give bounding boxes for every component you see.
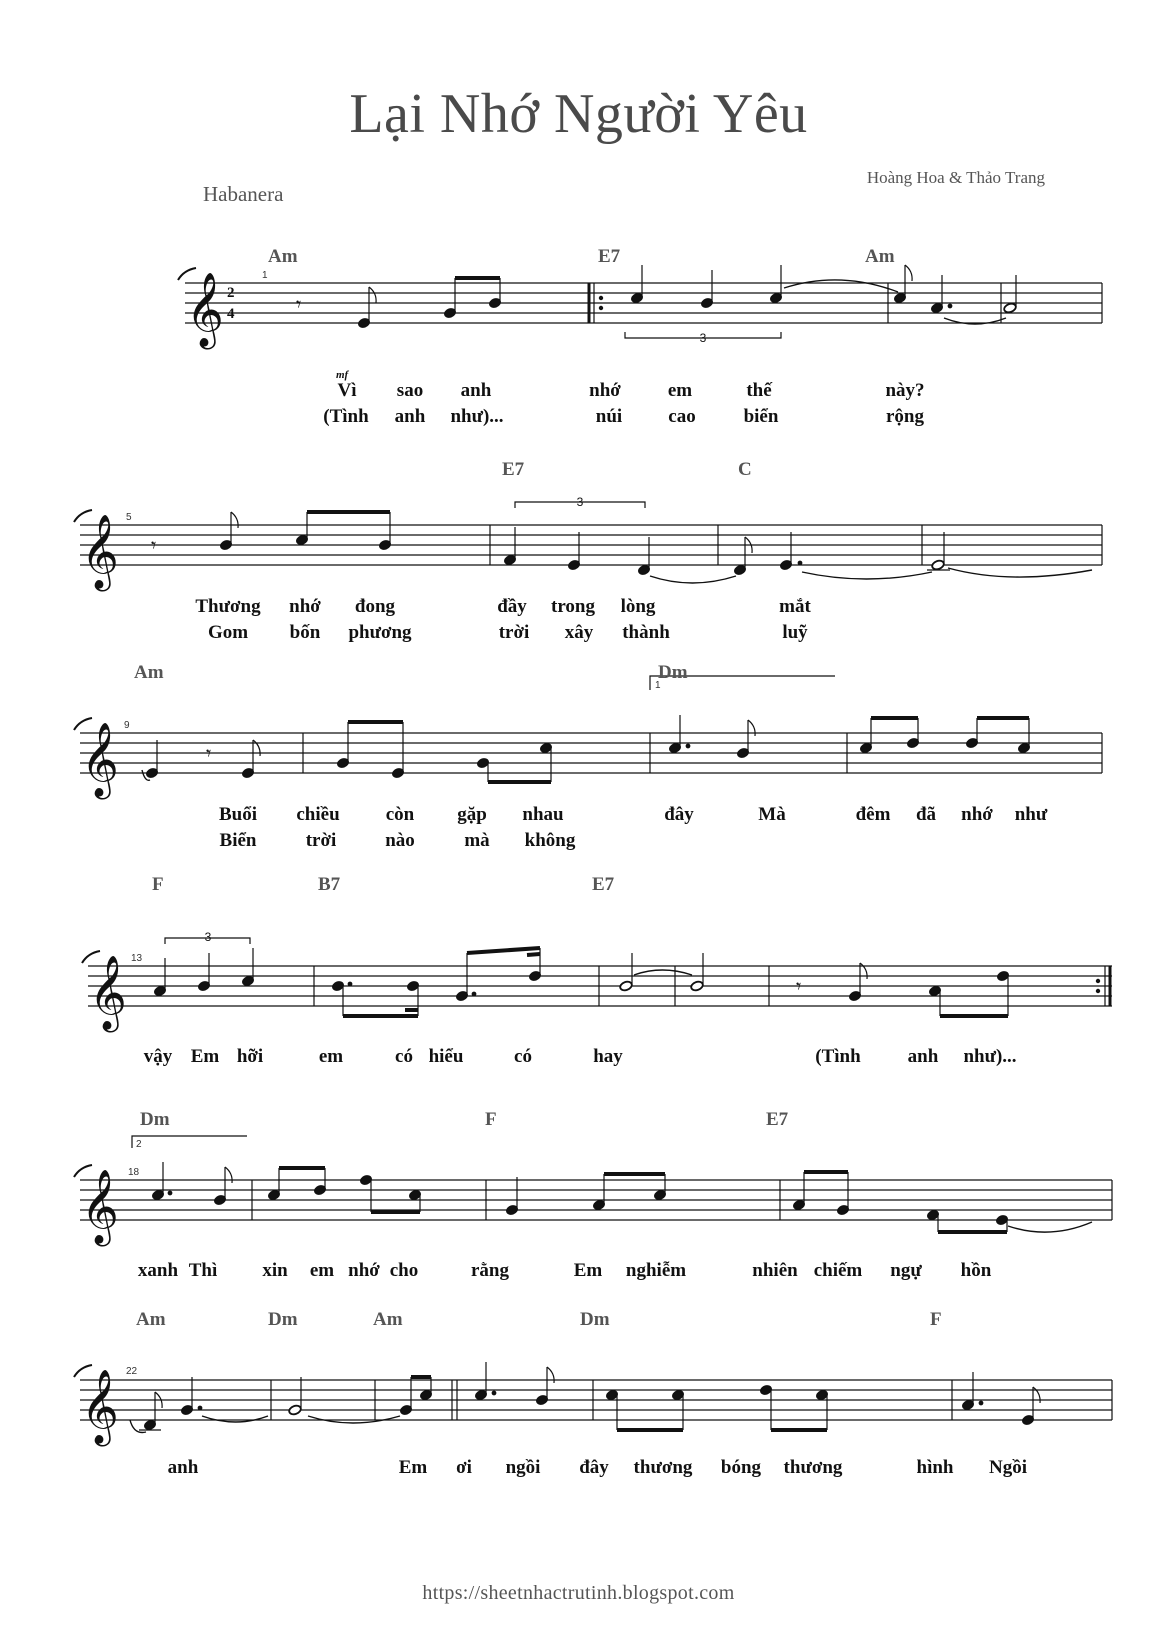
lyrics-verse-1 (168, 1457, 1027, 1478)
chord-symbol: F (930, 1309, 942, 1330)
lyric-syllable: nhiên (752, 1260, 798, 1281)
lyrics-verse-2 (323, 406, 924, 427)
lyric-syllable: hình (916, 1457, 954, 1478)
volta-bracket (132, 1136, 247, 1148)
dynamic-marking: mf (336, 369, 349, 381)
eighth-rest-icon: 𝄾 (796, 974, 802, 998)
staff-system-6 (0, 1300, 1157, 1480)
treble-clef-icon: 𝄞 (186, 273, 224, 347)
lyric-syllable: xanh (137, 1260, 179, 1281)
staff-lines (80, 1180, 1112, 1220)
staff-lines (80, 525, 1102, 565)
lyric-syllable: bóng (720, 1457, 762, 1478)
lyric-syllable: đã (915, 804, 937, 825)
lyrics-verse-2 (220, 830, 576, 851)
lyric-syllable: lòng (620, 596, 656, 617)
lyric-syllable: nào (385, 830, 415, 851)
ties (130, 1416, 400, 1433)
repeat-dot (1096, 979, 1100, 983)
chord-symbol: Dm (140, 1109, 170, 1130)
ties (784, 280, 1006, 324)
lyric-syllable: Mà (758, 804, 786, 825)
chord-symbol: Am (134, 662, 164, 683)
lyric-syllable: anh (167, 1457, 199, 1478)
repeat-dot (599, 306, 603, 310)
lyric-syllable: em (318, 1046, 344, 1067)
treble-clef-icon: 𝄞 (81, 515, 119, 589)
composer-credit: Hoàng Hoa & Thảo Trang (866, 168, 1045, 187)
lyric-syllable: nghiễm (625, 1260, 687, 1281)
measure-number: 9 (124, 720, 130, 731)
lyric-syllable: anh (460, 380, 492, 401)
chord-symbol: Am (373, 1309, 403, 1330)
chord-symbol: Dm (580, 1309, 610, 1330)
volta-number: 1 (655, 680, 661, 691)
ties (634, 970, 692, 975)
chord-symbol: Am (865, 246, 895, 267)
notes (357, 265, 1017, 329)
chord-symbol: Am (136, 1309, 166, 1330)
lyric-syllable: Ngồi (989, 1457, 1027, 1478)
treble-clef-icon: 𝄞 (81, 723, 119, 797)
lyric-syllable: đây (579, 1457, 609, 1478)
lyrics-verse-1 (144, 1046, 1017, 1067)
notes (151, 1162, 1008, 1232)
repeat-dot (599, 296, 603, 300)
staff-system-4 (0, 874, 1157, 1085)
lyric-syllable: vậy (143, 1046, 173, 1067)
lyric-syllable: Em (398, 1457, 428, 1478)
lyric-syllable: cao (668, 406, 696, 427)
lyric-syllable: đây (664, 804, 694, 825)
measure-number: 22 (126, 1366, 138, 1377)
lyric-syllable: nhớ (589, 380, 621, 401)
lyric-syllable: ngự (890, 1260, 922, 1281)
chord-symbol: Am (268, 246, 298, 267)
lyric-syllable: bốn (289, 622, 321, 643)
lyric-syllable: (Tình (323, 406, 369, 427)
chord-symbol: E7 (598, 246, 621, 267)
chord-symbol: F (485, 1109, 497, 1130)
lyric-syllable: nhớ (289, 596, 321, 617)
measure-number: 1 (262, 270, 268, 281)
lyric-syllable: anh (394, 406, 426, 427)
staff-lines (80, 1380, 1112, 1420)
ties (1008, 1222, 1092, 1232)
lyric-syllable: Gom (207, 622, 249, 643)
chord-symbol: F (152, 874, 164, 895)
lyric-syllable: thương (783, 1457, 843, 1478)
lyric-syllable: ơi (456, 1457, 472, 1478)
staff-system-5 (0, 1100, 1157, 1285)
lyric-syllable: thương (633, 1457, 693, 1478)
repeat-dot (1096, 989, 1100, 993)
lyrics-verse-1 (138, 1260, 992, 1281)
lyric-syllable: như)... (963, 1046, 1017, 1067)
time-signature-bottom: 4 (227, 306, 235, 322)
lyric-syllable: Vì (337, 380, 357, 401)
lyric-syllable: gặp (457, 804, 487, 825)
lyric-syllable: xin (262, 1260, 288, 1281)
chord-symbol: Dm (658, 662, 688, 683)
lyric-syllable: như)... (450, 406, 504, 427)
treble-clef-icon: 𝄞 (81, 1170, 119, 1244)
lyric-syllable: có (395, 1046, 413, 1067)
lyric-syllable: trời (305, 830, 337, 851)
treble-clef-icon: 𝄞 (89, 956, 127, 1030)
lyric-syllable: (Tình (815, 1046, 861, 1067)
notes (219, 512, 950, 576)
treble-clef-icon: 𝄞 (81, 1370, 119, 1444)
chord-symbol: B7 (318, 874, 341, 895)
lyric-syllable: Biển (219, 830, 257, 851)
volta-number: 2 (136, 1139, 142, 1150)
tempo-style-marking: Habanera (203, 182, 284, 206)
lyric-syllable: trời (498, 622, 530, 643)
lyrics-verse-1 (219, 804, 1048, 825)
lyric-syllable: Em (190, 1046, 220, 1067)
lyric-syllable: này? (885, 380, 925, 401)
lyric-syllable: Buổi (218, 804, 258, 825)
lyric-syllable: chiếm (813, 1260, 863, 1281)
song-title: Lại Nhớ Người Yêu (349, 83, 808, 145)
lyrics-verse-1 (338, 380, 925, 401)
measure-number: 5 (126, 512, 132, 523)
tuplet-number: 3 (699, 331, 707, 345)
eighth-rest-icon: 𝄾 (151, 533, 157, 557)
lyric-syllable: ngồi (505, 1457, 541, 1478)
measure-number: 13 (131, 953, 143, 964)
lyric-syllable: rộng (886, 406, 924, 427)
lyric-syllable: sao (396, 380, 424, 401)
lyric-syllable: mắt (779, 596, 811, 617)
lyric-syllable: không (524, 830, 576, 851)
chord-symbol: E7 (766, 1109, 789, 1130)
ties (650, 568, 1092, 583)
lyric-syllable: chiều (296, 804, 340, 825)
lyric-syllable: Em (573, 1260, 603, 1281)
lyric-syllable: nhớ (348, 1260, 380, 1281)
eighth-rest-icon: 𝄾 (296, 292, 302, 316)
lyric-syllable: rằng (471, 1260, 509, 1281)
lyric-syllable: núi (595, 406, 623, 427)
lyric-syllable: Thì (188, 1260, 218, 1281)
chord-symbol: C (738, 459, 752, 480)
lyric-syllable: anh (907, 1046, 939, 1067)
lyric-syllable: nhau (522, 804, 564, 825)
notes (145, 715, 1030, 782)
lyric-syllable: luỹ (782, 622, 808, 643)
lyrics-verse-2 (208, 622, 808, 643)
tuplet-number: 3 (204, 930, 212, 944)
lyric-syllable: em (309, 1260, 335, 1281)
lyric-syllable: đầy (497, 596, 527, 617)
lyric-syllable: phương (348, 622, 412, 643)
lyric-syllable: xây (564, 622, 594, 643)
eighth-rest-icon: 𝄾 (206, 741, 212, 765)
lyric-syllable: hiểu (428, 1046, 464, 1067)
lyric-syllable: trong (551, 596, 595, 617)
lyric-syllable: có (514, 1046, 532, 1067)
lyric-syllable: hay (593, 1046, 623, 1067)
source-url: https://sheetnhactrutinh.blogspot.com (422, 1582, 735, 1604)
measure-number: 18 (128, 1167, 140, 1178)
lyric-syllable: hồn (960, 1260, 992, 1281)
lyric-syllable: em (667, 380, 693, 401)
time-signature-top: 2 (227, 285, 235, 301)
lyric-syllable: còn (385, 804, 415, 825)
lyric-syllable: đong (354, 596, 396, 617)
staff-system-1 (0, 240, 1157, 440)
lyric-syllable: đêm (855, 804, 891, 825)
lyric-syllable: như (1014, 804, 1048, 825)
chord-symbol: E7 (592, 874, 615, 895)
lyric-syllable: mà (464, 830, 490, 851)
lyric-syllable: thành (622, 622, 670, 643)
lyric-syllable: thế (746, 380, 772, 401)
chord-symbol: E7 (502, 459, 525, 480)
staff-system-3 (0, 662, 1157, 865)
lyrics-verse-1 (195, 596, 811, 617)
lyric-syllable: biển (743, 406, 779, 427)
tuplet-number: 3 (576, 495, 584, 509)
lyric-syllable: hỡi (236, 1046, 264, 1067)
staff-system-2 (0, 455, 1157, 655)
staff-lines (88, 966, 1112, 1006)
lyric-syllable: cho (389, 1260, 419, 1281)
chord-symbol: Dm (268, 1309, 298, 1330)
lyric-syllable: nhớ (961, 804, 993, 825)
staff-lines (185, 283, 1102, 323)
lyric-syllable: Thương (195, 596, 261, 617)
staff-lines (80, 733, 1102, 773)
